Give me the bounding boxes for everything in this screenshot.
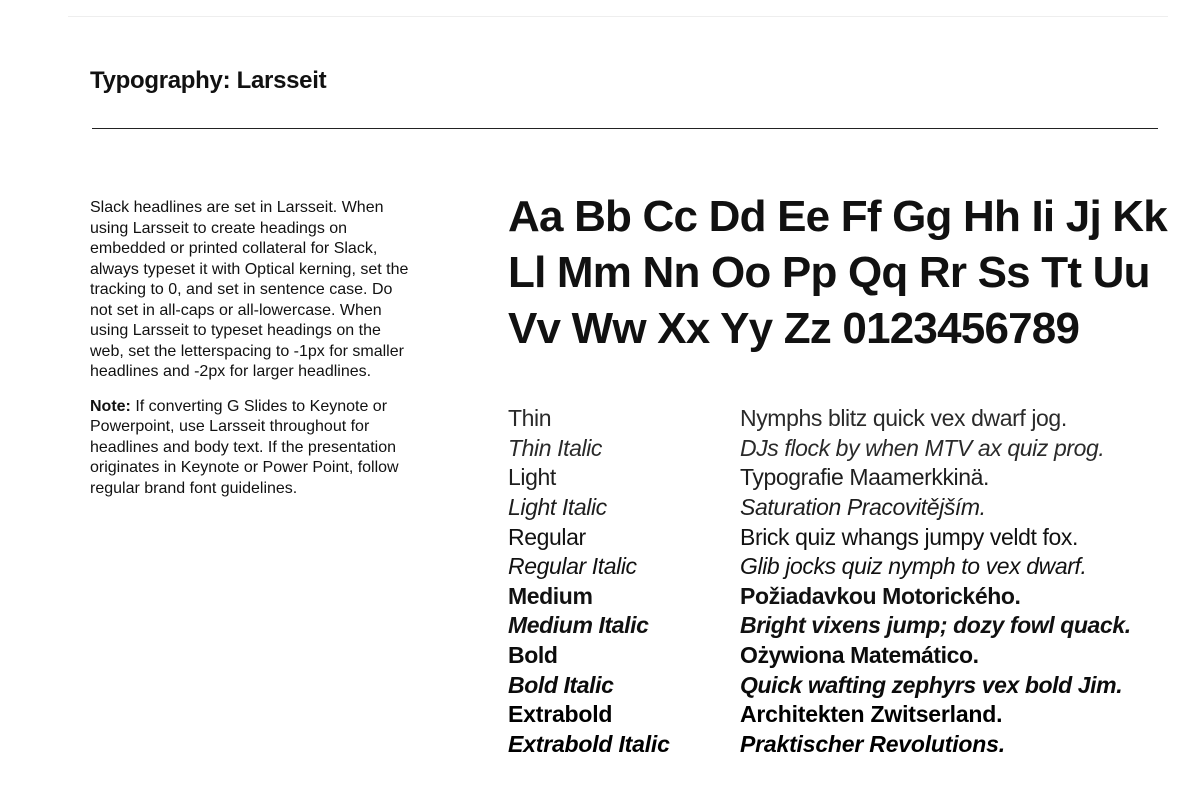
weight-name: Medium [508,582,593,609]
weight-sample: Quick wafting zephyrs vex bold Jim. [740,671,1123,698]
weight-name: Extrabold Italic [508,730,670,757]
weight-name: Regular [508,523,586,550]
weight-row-regular-italic [508,552,1168,582]
top-divider [68,16,1168,17]
weight-sample: Brick quiz whangs jumpy veldt fox. [740,523,1078,550]
weight-name: Bold [508,642,558,669]
alphabet-line: Vv Ww Xx Yy Zz 0123456789 [508,304,1080,353]
weight-row-extrabold [508,700,1168,730]
weight-name: Extrabold [508,701,613,728]
weight-row-light-italic [508,493,1168,523]
weight-row-thin [508,404,1168,434]
weight-row-bold-italic [508,670,1168,700]
typography-description [90,198,410,513]
weight-name: Light [508,464,556,491]
weight-sample: Praktischer Revolutions. [740,730,1005,757]
weight-row-bold [508,641,1168,671]
weight-sample: DJs flock by when MTV ax quiz prog. [740,434,1105,461]
note-paragraph [90,397,410,500]
weight-name: Light Italic [508,494,607,521]
note-text: If converting G Slides to Keynote or Powerpoint, use Larsseit throughout for headlines and body text. If the presentation originates in Keynote or Power Point, follow regular brand font guidelines. [90,397,399,497]
weight-name: Thin [508,405,552,432]
weight-name: Regular Italic [508,553,637,580]
weight-name: Bold Italic [508,671,614,698]
weight-sample: Ożywiona Matemático. [740,642,979,669]
weight-sample: Nymphs blitz quick vex dwarf jog. [740,405,1067,432]
weight-row-extrabold-italic [508,730,1168,760]
weight-sample: Požiadavkou Motorického. [740,582,1021,609]
weight-sample: Saturation Pracovitějším. [740,494,986,521]
weight-name: Thin Italic [508,434,603,461]
weight-row-medium [508,582,1168,612]
weight-row-thin-italic [508,434,1168,464]
page-title: Typography: Larsseit [90,67,327,94]
weight-sample: Typografie Maamerkkinä. [740,464,990,491]
alphabet-line: Aa Bb Cc Dd Ee Ff Gg Hh Ii Jj Kk [508,192,1167,241]
weight-sample: Bright vixens jump; dozy fowl quack. [740,612,1131,639]
weight-row-regular [508,522,1168,552]
weight-sample: Glib jocks quiz nymph to vex dwarf. [740,553,1087,580]
weight-row-medium-italic [508,611,1168,641]
weight-row-light [508,463,1168,493]
weight-sample: Architekten Zwitserland. [740,701,1003,728]
usage-paragraph: Slack headlines are set in Larsseit. When using Larsseit to create headings on embedded or printed collateral for Slack, always typeset it with Optical kerning, set the tracking to 0, and set in sentence case. Do not set in all-caps or all-lowercase. When using Larsseit to typeset headings on the web, set the letterspacing to -1px for smaller headlines and -2px for larger headlines. [90,199,409,380]
weight-name: Medium Italic [508,612,649,639]
title-divider [92,128,1158,129]
note-label: Note: [90,397,131,415]
alphabet-line: Ll Mm Nn Oo Pp Qq Rr Ss Tt Uu [508,248,1150,297]
weight-specimen-list [508,404,1168,759]
alphabet-specimen [508,189,1168,357]
